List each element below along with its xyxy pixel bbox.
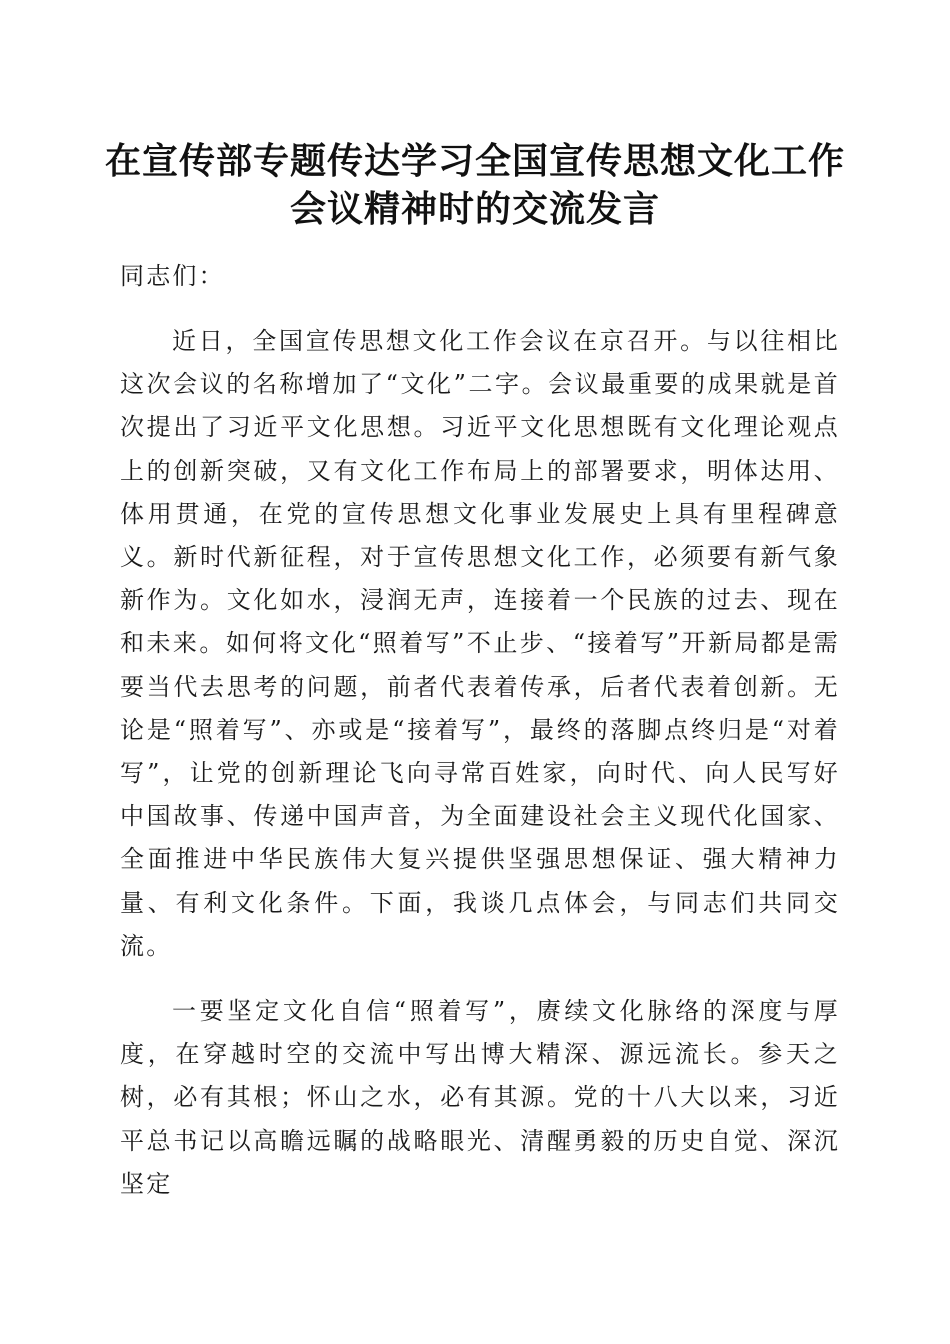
salutation: 同志们： <box>120 262 225 290</box>
paragraph-1: 近日，全国宣传思想文化工作会议在京召开。与以往相比这次会议的名称增加了“文化”二字。会议最重要的成果就是首次提出了习近平文化思想。习近平文化思想既有文化理论观点上的创新突破，又有文化工作布局上的部署要求，明体达用、体用贯通，在党的宣传思想文化事业发展史上具有里程碑意义。新时代新征程，对于宣传思想文化工作，必须要有新气象新作为。文化如水，浸润无声，连接着一个民族的过去、现在和未来。如何将文化“照着写”不止步、“接着写”开新局都是需要当代去思考的问题，前者代表着传承，后者代表着创新。无论是“照着写”、亦或是“接着写”，最终的落脚点终归是“对着写”，让党的创新理论飞向寻常百姓家，向时代、向人民写好中国故事、传递中国声音，为全面建设社会主义现代化国家、全面推进中华民族伟大复兴提供坚强思想保证、强大精神力量、有利文化条件。下面，我谈几点体会，与同志们共同交流。 <box>120 327 840 960</box>
paragraph-2: 一要坚定文化自信“照着写”，赓续文化脉络的深度与厚度，在穿越时空的交流中写出博大精深、源远流长。参天之树，必有其根；怀山之水，必有其源。党的十八大以来，习近平总书记以高瞻远瞩的战略眼光、清醒勇毅的历史自觉、深沉坚定 <box>120 997 840 1198</box>
document-title-line-1: 在宣传部专题传达学习全国宣传思想文化工作 <box>104 140 845 182</box>
document-title-line-2: 会议精神时的交流发言 <box>289 188 660 230</box>
